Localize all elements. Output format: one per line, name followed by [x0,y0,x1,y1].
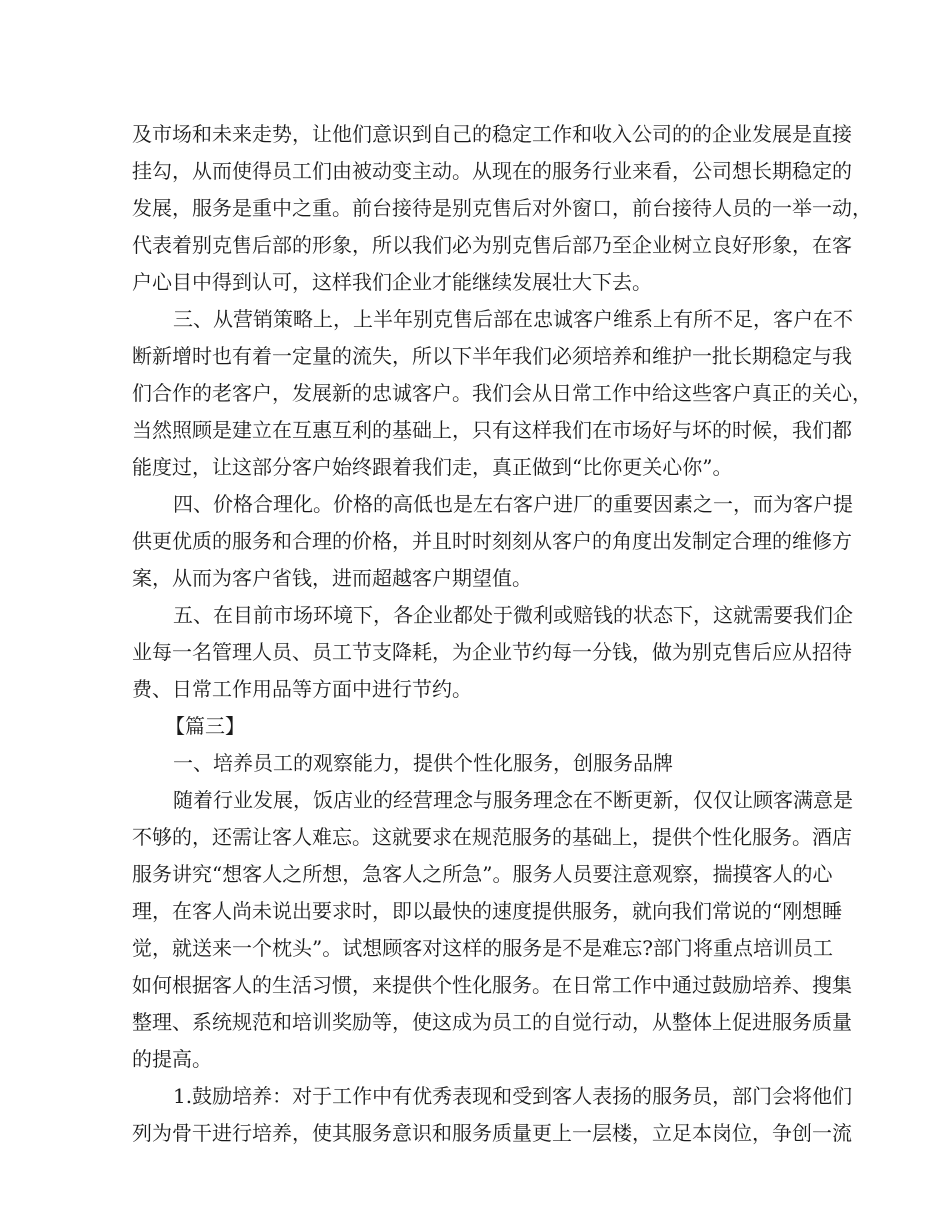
paragraph-start: 随着行业发展，饭店业的经营理念与服务理念在不断更新，仅仅让顾客满意是 [173,788,853,812]
text-line: 当然照顾是建立在互惠互利的基础上，只有这样我们在市场好与坏的时候，我们都 [132,418,852,442]
text-line: 业每一名管理人员、员工节支降耗，为企业节约每一分钱，做为别克售后应从招待 [132,640,852,664]
text-line: 列为骨干进行培养，使其服务意识和服务质量更上一层楼，立足本岗位，争创一流 [132,1121,852,1145]
text-line: 挂勾，从而使得员工们由被动变主动。从现在的服务行业来看，公司想长期稳定的 [132,159,852,183]
paragraph-start: 五、在目前市场环境下，各企业都处于微利或赔钱的状态下，这就需要我们企 [173,603,853,627]
text-line: 整理、系统规范和培训奖励等，使这成为员工的自觉行动，从整体上促进服务质量 [132,1010,852,1034]
text-line: 如何根据客人的生活习惯，来提供个性化服务。在日常工作中通过鼓励培养、搜集 [132,973,852,997]
text-line: 的提高。 [132,1047,212,1071]
text-line: 理，在客人尚未说出要求时，即以最快的速度提供服务，就向我们常说的“刚想睡 [132,899,843,923]
text-line: 供更优质的服务和合理的价格，并且时时刻刻从客户的角度出发制定合理的维修方 [132,529,852,553]
section-heading: 【篇三】 [165,714,245,738]
text-line: 们合作的老客户，发展新的忠诚客户。我们会从日常工作中给这些客户真正的关心， [132,381,872,405]
text-line: 户心目中得到认可，这样我们企业才能继续发展壮大下去。 [132,270,652,294]
paragraph-start: 1.鼓励培养：对于工作中有优秀表现和受到客人表扬的服务员，部门会将他们 [173,1084,853,1108]
text-line: 费、日常工作用品等方面中进行节约。 [132,677,472,701]
text-line: 能度过，让这部分客户始终跟着我们走，真正做到“比你更关心你”。 [132,455,733,479]
text-line: 案，从而为客户省钱，进而超越客户期望值。 [132,566,532,590]
text-line: 服务讲究“想客人之所想，急客人之所急”。服务人员要注意观察，揣摸客人的心 [132,862,833,886]
text-line: 及市场和未来走势，让他们意识到自己的稳定工作和收入公司的的企业发展是直接 [132,122,852,146]
text-line: 发展，服务是重中之重。前台接待是别克售后对外窗口，前台接待人员的一举一动， [132,196,872,220]
paragraph-start: 三、从营销策略上，上半年别克售后部在忠诚客户维系上有所不足，客户在不 [173,307,853,331]
text-line: 代表着别克售后部的形象，所以我们必为别克售后部乃至企业树立良好形象，在客 [132,233,852,257]
paragraph-start: 四、价格合理化。价格的高低也是左右客户进厂的重要因素之一，而为客户提 [173,492,853,516]
text-line: 不够的，还需让客人难忘。这就要求在规范服务的基础上，提供个性化服务。酒店 [132,825,852,849]
text-line: 觉，就送来一个枕头”。试想顾客对这样的服务是不是难忘?部门将重点培训员工 [132,936,833,960]
subheading: 一、培养员工的观察能力，提供个性化服务，创服务品牌 [173,751,673,775]
text-line: 断新增时也有着一定量的流失，所以下半年我们必须培养和维护一批长期稳定与我 [132,344,852,368]
